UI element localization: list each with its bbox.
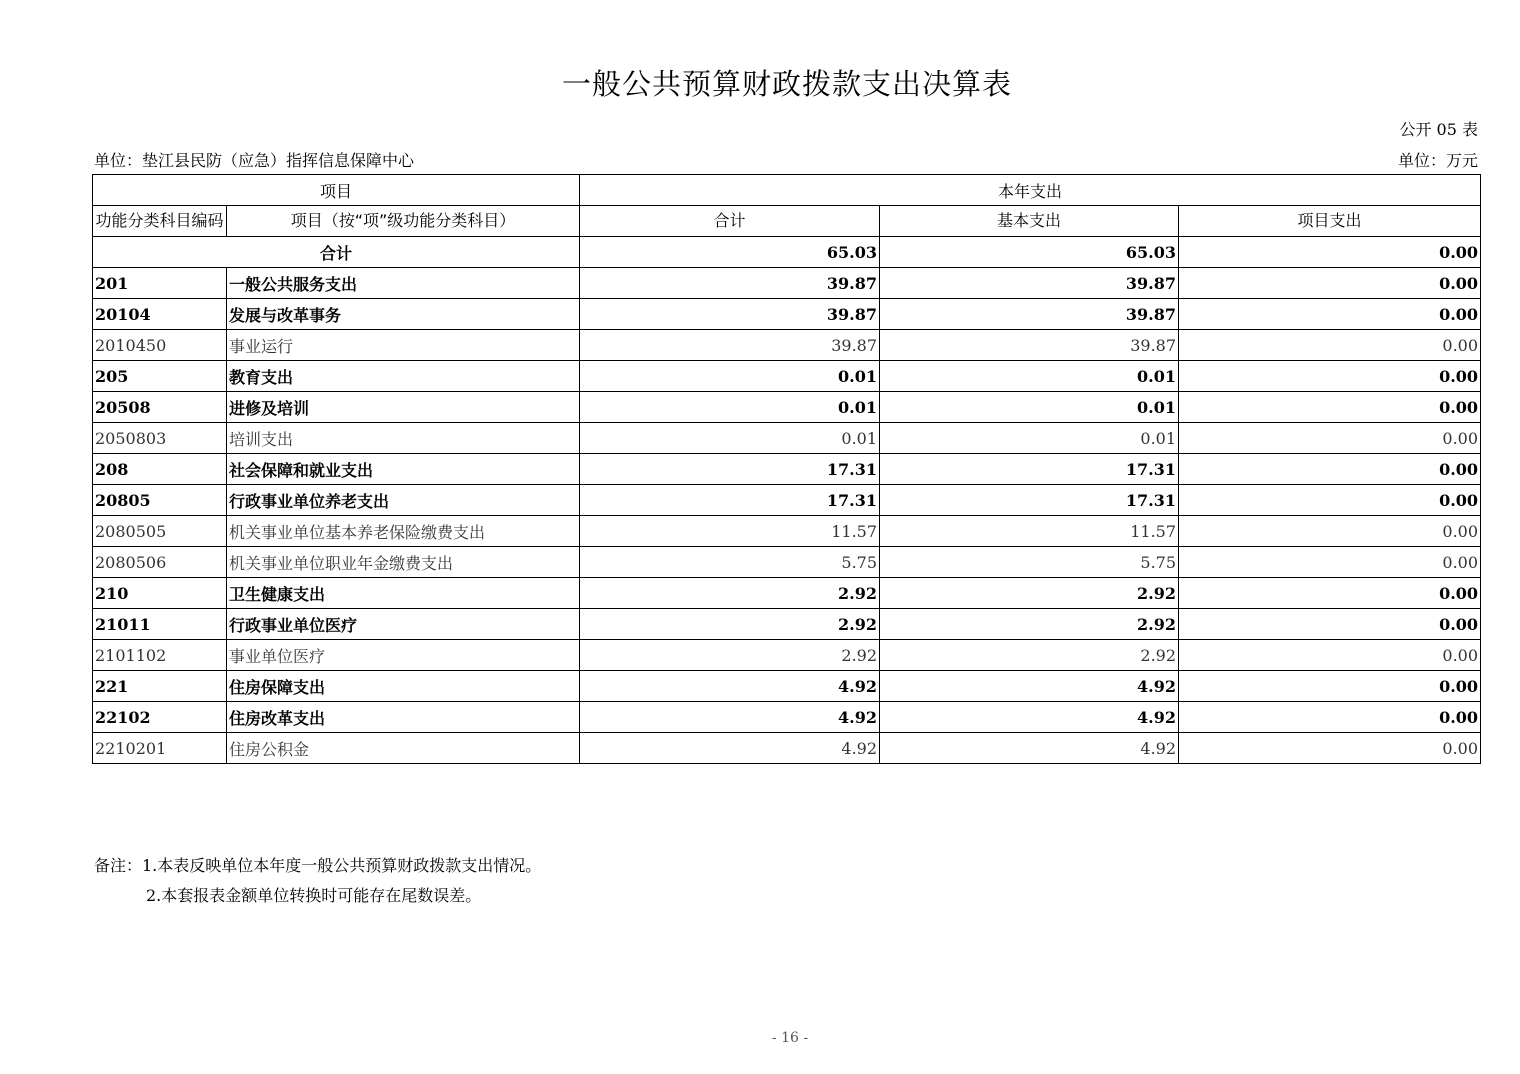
row-basic: 17.31 [880, 485, 1179, 516]
row-total: 0.01 [580, 423, 880, 454]
row-project: 0.00 [1179, 485, 1481, 516]
page-number: - 16 - [771, 1030, 809, 1046]
row-name: 行政事业单位养老支出 [227, 485, 580, 516]
row-basic: 11.57 [880, 516, 1179, 547]
row-basic: 2.92 [880, 640, 1179, 671]
table-row [93, 547, 1481, 578]
row-name: 社会保障和就业支出 [227, 454, 580, 485]
row-code: 205 [93, 361, 227, 392]
row-basic: 17.31 [880, 454, 1179, 485]
row-basic: 4.92 [880, 702, 1179, 733]
row-project: 0.00 [1179, 671, 1481, 702]
row-project: 0.00 [1179, 640, 1481, 671]
row-total: 39.87 [580, 299, 880, 330]
row-basic: 39.87 [880, 330, 1179, 361]
table-row [93, 299, 1481, 330]
row-code: 21011 [93, 609, 227, 640]
row-project: 0.00 [1179, 330, 1481, 361]
total-row [93, 237, 1481, 268]
row-project: 0.00 [1179, 299, 1481, 330]
row-project: 0.00 [1179, 578, 1481, 609]
table-row [93, 640, 1481, 671]
row-basic: 4.92 [880, 671, 1179, 702]
row-total: 17.31 [580, 454, 880, 485]
row-project: 0.00 [1179, 733, 1481, 764]
header-basic: 基本支出 [880, 206, 1179, 237]
table-row [93, 330, 1481, 361]
row-code: 221 [93, 671, 227, 702]
row-basic: 0.01 [880, 392, 1179, 423]
row-name: 一般公共服务支出 [227, 268, 580, 299]
row-project: 0.00 [1179, 702, 1481, 733]
header-code: 功能分类科目编码 [93, 206, 227, 237]
row-basic: 39.87 [880, 268, 1179, 299]
total-label: 合计 [93, 237, 580, 268]
row-basic: 4.92 [880, 733, 1179, 764]
row-basic: 0.01 [880, 423, 1179, 454]
row-name: 卫生健康支出 [227, 578, 580, 609]
unit-organization: 单位：垫江县民防（应急）指挥信息保障中心 [94, 151, 415, 170]
row-code: 2080506 [93, 547, 227, 578]
table-code-label: 公开 05 表 [1399, 120, 1478, 139]
row-name: 进修及培训 [227, 392, 580, 423]
row-total: 4.92 [580, 702, 880, 733]
row-name: 住房改革支出 [227, 702, 580, 733]
table-row [93, 454, 1481, 485]
note-line-2: 2.本套报表金额单位转换时可能存在尾数误差。 [146, 886, 482, 905]
row-name: 住房公积金 [227, 733, 580, 764]
row-name: 发展与改革事务 [227, 299, 580, 330]
row-code: 2010450 [93, 330, 227, 361]
row-total: 2.92 [580, 578, 880, 609]
table-row [93, 361, 1481, 392]
header-item: 项目 [93, 175, 580, 206]
header-total: 合计 [580, 206, 880, 237]
header-row-top [93, 175, 1481, 206]
row-project: 0.00 [1179, 547, 1481, 578]
row-code: 210 [93, 578, 227, 609]
row-basic: 2.92 [880, 609, 1179, 640]
table-row [93, 609, 1481, 640]
row-name: 机关事业单位职业年金缴费支出 [227, 547, 580, 578]
row-total: 0.01 [580, 392, 880, 423]
row-code: 2080505 [93, 516, 227, 547]
table-row [93, 671, 1481, 702]
row-total: 39.87 [580, 268, 880, 299]
row-code: 20508 [93, 392, 227, 423]
row-basic: 2.92 [880, 578, 1179, 609]
notes [94, 851, 541, 911]
row-code: 20104 [93, 299, 227, 330]
row-basic: 5.75 [880, 547, 1179, 578]
header-name: 项目（按“项”级功能分类科目） [227, 206, 580, 237]
header-row-columns [93, 206, 1481, 237]
row-total: 0.01 [580, 361, 880, 392]
row-name: 培训支出 [227, 423, 580, 454]
row-code: 208 [93, 454, 227, 485]
table-row [93, 733, 1481, 764]
row-code: 2210201 [93, 733, 227, 764]
table-row [93, 485, 1481, 516]
row-name: 事业运行 [227, 330, 580, 361]
row-name: 教育支出 [227, 361, 580, 392]
row-total: 11.57 [580, 516, 880, 547]
unit-currency: 单位：万元 [1397, 151, 1478, 170]
row-project: 0.00 [1179, 423, 1481, 454]
table-row [93, 423, 1481, 454]
row-total: 2.92 [580, 640, 880, 671]
table-row [93, 268, 1481, 299]
row-total: 5.75 [580, 547, 880, 578]
total-sum: 65.03 [580, 237, 880, 268]
page-title: 一般公共预算财政拨款支出决算表 [561, 67, 1012, 101]
row-name: 机关事业单位基本养老保险缴费支出 [227, 516, 580, 547]
row-project: 0.00 [1179, 609, 1481, 640]
header-current-year: 本年支出 [580, 175, 1481, 206]
table-row [93, 516, 1481, 547]
total-basic: 65.03 [880, 237, 1179, 268]
row-project: 0.00 [1179, 392, 1481, 423]
row-code: 20805 [93, 485, 227, 516]
total-project: 0.00 [1179, 237, 1481, 268]
row-code: 2101102 [93, 640, 227, 671]
row-total: 39.87 [580, 330, 880, 361]
note-line-1: 备注：1.本表反映单位本年度一般公共预算财政拨款支出情况。 [94, 856, 542, 875]
row-total: 4.92 [580, 671, 880, 702]
row-project: 0.00 [1179, 454, 1481, 485]
row-project: 0.00 [1179, 268, 1481, 299]
row-project: 0.00 [1179, 361, 1481, 392]
row-code: 2050803 [93, 423, 227, 454]
table-row [93, 578, 1481, 609]
expenditure-table [92, 174, 1481, 764]
row-total: 17.31 [580, 485, 880, 516]
row-total: 4.92 [580, 733, 880, 764]
row-project: 0.00 [1179, 516, 1481, 547]
row-code: 22102 [93, 702, 227, 733]
row-name: 住房保障支出 [227, 671, 580, 702]
row-name: 事业单位医疗 [227, 640, 580, 671]
row-total: 2.92 [580, 609, 880, 640]
row-basic: 39.87 [880, 299, 1179, 330]
row-name: 行政事业单位医疗 [227, 609, 580, 640]
header-project: 项目支出 [1179, 206, 1481, 237]
table-row [93, 702, 1481, 733]
table-row [93, 392, 1481, 423]
row-basic: 0.01 [880, 361, 1179, 392]
row-code: 201 [93, 268, 227, 299]
